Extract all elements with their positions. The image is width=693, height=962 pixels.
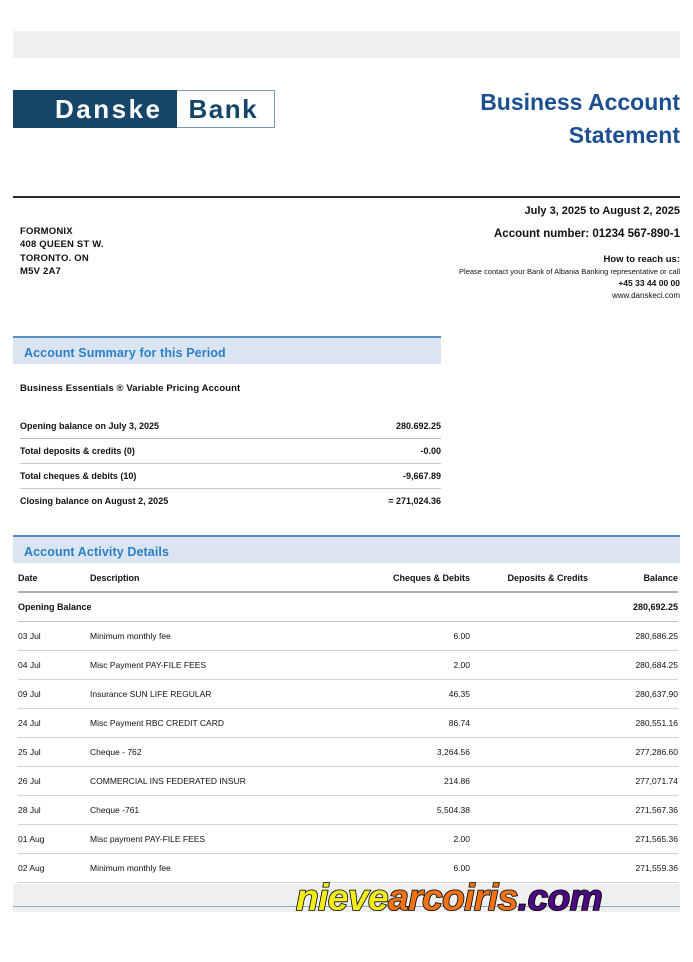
watermark-part-3: .com [517,877,603,918]
row-debit: 46.35 [340,680,470,709]
page-title-line2: Statement [568,122,680,149]
account-activity-table [18,566,678,883]
row-date: 04 Jul [18,651,90,680]
summary-row-label: Closing balance on August 2, 2025 [20,496,169,506]
row-date: 02 Aug [18,854,90,883]
row-balance: 277,071.74 [588,767,678,796]
logo-bank-text: Bank [177,90,276,128]
row-date: 09 Jul [18,680,90,709]
column-header-credits: Deposits & Credits [470,566,588,592]
account-number: Account number: 01234 567-890-1 [494,228,680,240]
row-credit [470,825,588,854]
row-balance: 271,567.36 [588,796,678,825]
account-activity-header [13,535,680,563]
statement-period: July 3, 2025 to August 2, 2025 [524,205,680,217]
table-row [18,680,678,709]
row-description: Cheque - 762 [90,738,340,767]
table-header-row [18,566,678,592]
column-header-date: Date [18,566,90,592]
table-row [18,767,678,796]
row-description: Minimum monthly fee [90,854,340,883]
row-debit: 6.00 [340,854,470,883]
row-balance: 271,565.36 [588,825,678,854]
table-body [18,592,678,883]
row-date: 03 Jul [18,622,90,651]
page-title [350,86,680,153]
table-row-opening-balance [18,592,678,622]
watermark-part-2: arcoiris [388,877,518,918]
summary-row [20,439,441,464]
row-debit: 6.00 [340,622,470,651]
contact-website: www.danskeci.com [611,291,680,301]
summary-row-amount: -9,667.89 [330,464,441,489]
site-watermark [296,879,602,916]
row-date: 24 Jul [18,709,90,738]
table-row [18,651,678,680]
row-debit: 86.74 [340,709,470,738]
column-header-balance: Balance [588,566,678,592]
danske-bank-logo [13,90,275,128]
table-row [18,796,678,825]
row-credit [470,738,588,767]
opening-balance-credit [470,592,588,622]
row-date: 25 Jul [18,738,90,767]
page-header [13,86,680,176]
row-description: Cheque -761 [90,796,340,825]
row-balance: 277,286.60 [588,738,678,767]
table-row [18,738,678,767]
logo-danske-text: Danske [13,90,177,128]
row-debit: 5,504.38 [340,796,470,825]
account-summary-header [13,336,441,364]
summary-row-amount: 280.692.25 [330,414,441,439]
summary-row-amount: = 271,024.36 [388,496,441,506]
table-row [18,825,678,854]
row-date: 28 Jul [18,796,90,825]
row-debit: 2.00 [340,651,470,680]
opening-balance-label: Opening Balance [18,592,340,622]
row-credit [470,767,588,796]
contact-phone: +45 33 44 00 00 [618,278,680,289]
table-row [18,622,678,651]
account-type-label: Business Essentials ® Variable Pricing Account [20,383,241,394]
row-debit: 214.86 [340,767,470,796]
customer-address-block [20,225,104,279]
summary-row-label: Opening balance on July 3, 2025 [20,414,330,439]
row-balance: 280,684.25 [588,651,678,680]
account-summary-table [20,414,441,513]
summary-row [20,464,441,489]
row-date: 01 Aug [18,825,90,854]
summary-row-label: Total deposits & credits (0) [20,439,330,464]
row-description: Misc Payment PAY-FILE FEES [90,651,340,680]
customer-address-line2: TORONTO. ON [20,252,89,264]
summary-row-amount: -0.00 [330,439,441,464]
reach-us-heading: How to reach us: [603,254,680,265]
row-credit [470,622,588,651]
account-activity-title: Account Activity Details [24,545,170,559]
row-balance: 271,559.36 [588,854,678,883]
row-date: 26 Jul [18,767,90,796]
row-credit [470,651,588,680]
summary-row [20,489,441,514]
row-balance: 280,686.25 [588,622,678,651]
column-header-description: Description [90,566,340,592]
row-description: Misc payment PAY-FILE FEES [90,825,340,854]
row-balance: 280,551.16 [588,709,678,738]
row-debit: 2.00 [340,825,470,854]
row-description: Minimum monthly fee [90,622,340,651]
row-balance: 280,637.90 [588,680,678,709]
account-summary-title: Account Summary for this Period [24,346,226,360]
row-description: Misc Payment RBC CREDIT CARD [90,709,340,738]
column-header-debits: Cheques & Debits [340,566,470,592]
row-credit [470,680,588,709]
row-debit: 3,264.56 [340,738,470,767]
watermark-part-1: nieve [296,877,389,918]
customer-name: FORMONIX [20,226,73,237]
statement-meta-block [320,205,680,302]
page-title-line1: Business Account [480,89,680,115]
table-row [18,709,678,738]
opening-balance-amount: 280,692.25 [588,592,678,622]
row-credit [470,796,588,825]
row-credit [470,709,588,738]
summary-row-label: Total cheques & debits (10) [20,464,330,489]
contact-instructions: Please contact your Bank of Albania Banking representative or call [459,267,680,276]
header-divider [13,196,680,198]
customer-postal-code: M5V 2A7 [20,266,62,278]
row-description: COMMERCIAL INS FEDERATED INSUR [90,767,340,796]
top-gray-band [13,31,680,58]
row-description: Insurance SUN LIFE REGULAR [90,680,340,709]
opening-balance-debit [340,592,470,622]
customer-address-line1: 408 QUEEN ST W. [20,239,104,251]
summary-row [20,414,441,439]
